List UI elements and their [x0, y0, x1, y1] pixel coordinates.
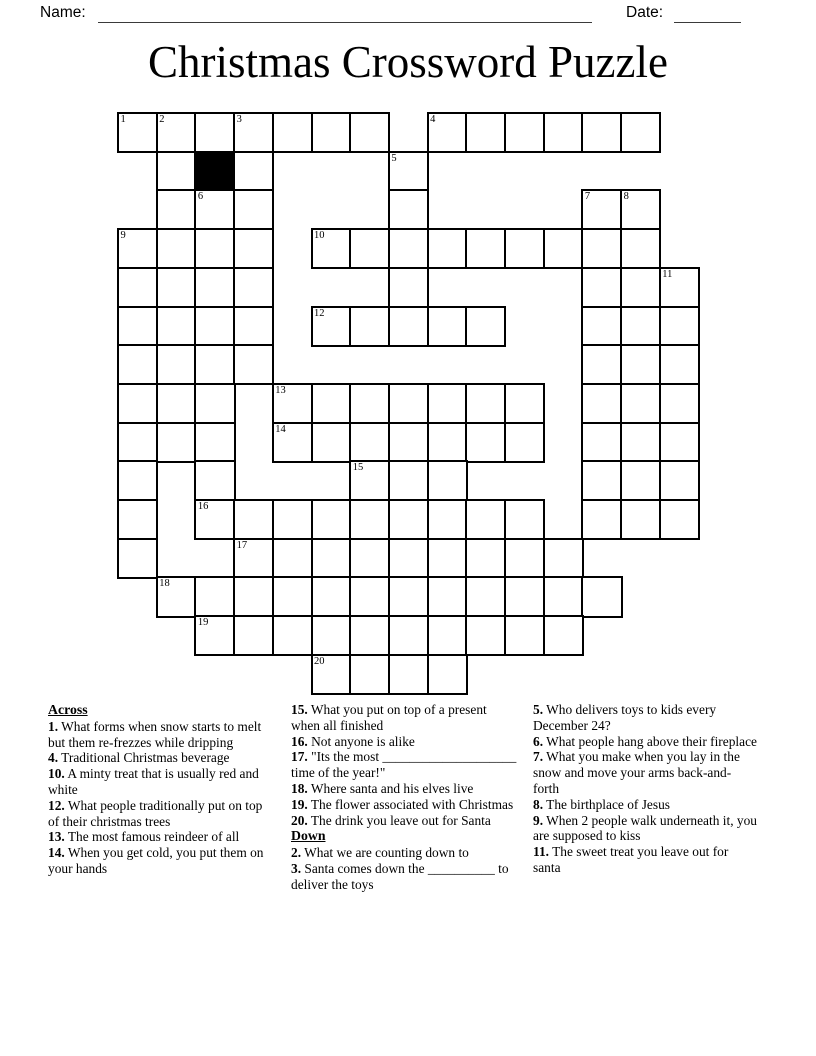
cell-number: 20 — [314, 655, 325, 667]
clue-across-19: 19. The flower associated with Christmas — [291, 796, 514, 812]
grid-cell[interactable] — [581, 228, 622, 269]
grid-cell[interactable] — [388, 189, 429, 230]
grid-cell[interactable] — [156, 151, 197, 192]
grid-cell[interactable] — [272, 422, 313, 463]
grid-cell[interactable] — [659, 422, 700, 463]
grid-cell[interactable] — [349, 306, 390, 347]
grid-cell[interactable] — [543, 538, 584, 579]
cell-number: 4 — [430, 114, 436, 125]
clue-across-12: 12. What people traditionally put on top of their christmas trees — [48, 797, 263, 829]
grid-cell[interactable] — [504, 383, 545, 424]
grid-cell[interactable] — [620, 112, 661, 153]
date-label: Date: — [626, 4, 664, 21]
clue-across-16: 16. Not anyone is alike — [291, 733, 415, 749]
grid-cell[interactable] — [194, 615, 235, 656]
grid-cell[interactable] — [311, 499, 352, 540]
grid-cell[interactable] — [581, 267, 622, 308]
grid-cell[interactable] — [465, 306, 506, 347]
grid-cell[interactable] — [233, 267, 274, 308]
clue-across-17: 17. "Its the most ____________________ time of the year!" — [291, 749, 517, 781]
grid-cell[interactable] — [233, 228, 274, 269]
grid-cell[interactable] — [311, 306, 352, 347]
grid-cell[interactable] — [272, 538, 313, 579]
grid-cell[interactable] — [581, 383, 622, 424]
page-title: Christmas Crossword Puzzle — [148, 37, 668, 87]
grid-cell[interactable] — [156, 306, 197, 347]
grid-cell[interactable] — [156, 267, 197, 308]
clue-across-1: 1. What forms when snow starts to melt but them re-frezzes while dripping — [48, 718, 262, 750]
grid-cell[interactable] — [349, 460, 390, 501]
grid-cell[interactable] — [311, 576, 352, 617]
grid-cell[interactable] — [233, 151, 274, 192]
grid-cell[interactable] — [465, 112, 506, 153]
cell-number: 13 — [275, 384, 286, 396]
grid-cell[interactable] — [581, 499, 622, 540]
grid-cell[interactable] — [194, 576, 235, 617]
cell-number: 9 — [120, 230, 126, 242]
grid-cell[interactable] — [194, 189, 235, 230]
cell-number: 6 — [197, 191, 204, 203]
grid-cell[interactable] — [233, 344, 274, 385]
grid-cell[interactable] — [272, 499, 313, 540]
cell-number: 7 — [584, 191, 591, 203]
grid-cell[interactable] — [311, 422, 352, 463]
grid-cell[interactable] — [465, 576, 506, 617]
grid-cell[interactable] — [272, 383, 313, 424]
grid-cell[interactable] — [465, 615, 506, 656]
grid-cell[interactable] — [117, 383, 158, 424]
grid-cell[interactable] — [465, 499, 506, 540]
grid-cell[interactable] — [194, 306, 235, 347]
grid-cell[interactable] — [427, 460, 468, 501]
grid-cell[interactable] — [543, 228, 584, 269]
grid-cell[interactable] — [156, 112, 197, 153]
grid-cell[interactable] — [349, 228, 390, 269]
cell-number: 1 — [120, 114, 126, 125]
grid-cell[interactable] — [349, 538, 390, 579]
grid-cell[interactable] — [620, 499, 661, 540]
clue-column-middle — [291, 702, 519, 893]
grid-cell[interactable] — [194, 460, 235, 501]
cell-number: 17 — [236, 539, 248, 551]
grid-cell[interactable] — [659, 306, 700, 347]
clue-down-8: 8. The birthplace of Jesus — [533, 796, 670, 812]
name-input-line[interactable] — [98, 2, 592, 23]
grid-cell[interactable] — [543, 615, 584, 656]
grid-cell[interactable] — [427, 615, 468, 656]
grid-cell[interactable] — [543, 576, 584, 617]
grid-cell[interactable] — [620, 383, 661, 424]
grid-cell[interactable] — [581, 306, 622, 347]
grid-cell[interactable] — [194, 112, 235, 153]
clue-across-13: 13. The most famous reindeer of all — [48, 829, 240, 845]
grid-cell[interactable] — [581, 112, 622, 153]
grid-cell[interactable] — [233, 576, 274, 617]
name-label: Name: — [40, 4, 86, 21]
grid-cell[interactable] — [233, 538, 274, 579]
grid-cell[interactable] — [388, 151, 429, 192]
grid-cell[interactable] — [349, 499, 390, 540]
clue-section-header-across: Across — [48, 702, 88, 717]
cell-number: 3 — [236, 114, 242, 125]
grid-cell[interactable] — [465, 422, 506, 463]
grid-cell[interactable] — [349, 422, 390, 463]
grid-cell[interactable] — [156, 422, 197, 463]
grid-cell[interactable] — [156, 383, 197, 424]
clue-section-header-down: Down — [291, 828, 326, 844]
clue-down-3: 3. Santa comes down the __________ to deliver the toys — [291, 860, 509, 892]
grid-cell[interactable] — [388, 306, 429, 347]
grid-cell[interactable] — [194, 267, 235, 308]
grid-cell[interactable] — [388, 460, 429, 501]
grid-cell[interactable] — [233, 499, 274, 540]
grid-cell[interactable] — [581, 460, 622, 501]
grid-cell[interactable] — [504, 538, 545, 579]
grid-cell[interactable] — [349, 112, 390, 153]
grid-cell[interactable] — [427, 422, 468, 463]
grid-cell[interactable] — [233, 112, 274, 153]
clue-column-right — [533, 702, 757, 876]
grid-cell[interactable] — [388, 615, 429, 656]
grid-cell[interactable] — [581, 422, 622, 463]
grid-cell[interactable] — [659, 344, 700, 385]
grid-cell[interactable] — [504, 615, 545, 656]
grid-cell[interactable] — [311, 112, 352, 153]
grid-cell[interactable] — [156, 576, 197, 617]
cell-number: 12 — [314, 307, 325, 319]
grid-cell[interactable] — [388, 422, 429, 463]
grid-cell[interactable] — [117, 344, 158, 385]
grid-cell[interactable] — [117, 306, 158, 347]
grid-cell[interactable] — [504, 112, 545, 153]
clue-across-18: 18. Where santa and his elves live — [291, 780, 474, 796]
grid-cell[interactable] — [117, 538, 158, 579]
grid-cell[interactable] — [311, 228, 352, 269]
crossword-grid — [117, 112, 701, 696]
grid-cell[interactable] — [311, 615, 352, 656]
grid-cell[interactable] — [620, 460, 661, 501]
grid-cell[interactable] — [427, 576, 468, 617]
grid-cell[interactable] — [504, 228, 545, 269]
grid-cell[interactable] — [465, 228, 506, 269]
grid-cell[interactable] — [504, 422, 545, 463]
grid-cell[interactable] — [659, 499, 700, 540]
grid-cell[interactable] — [117, 422, 158, 463]
grid-cell[interactable] — [388, 267, 429, 308]
grid-cell[interactable] — [620, 189, 661, 230]
grid-cell[interactable] — [194, 344, 235, 385]
grid-cell[interactable] — [427, 538, 468, 579]
clue-down-7: 7. What you make when you lay in the snow and move your arms back-and-forth — [533, 749, 740, 796]
grid-cell[interactable] — [543, 112, 584, 153]
grid-cell[interactable] — [504, 576, 545, 617]
grid-cell[interactable] — [388, 654, 429, 695]
grid-cell[interactable] — [117, 460, 158, 501]
clue-column-left — [48, 702, 268, 877]
grid-cell[interactable] — [620, 267, 661, 308]
grid-cell[interactable] — [117, 267, 158, 308]
grid-cell[interactable] — [465, 383, 506, 424]
grid-cell[interactable] — [465, 538, 506, 579]
grid-cell[interactable] — [620, 422, 661, 463]
clue-down-6: 6. What people hang above their fireplace — [533, 733, 757, 749]
cell-number: 14 — [275, 423, 286, 435]
grid-cell[interactable] — [272, 576, 313, 617]
grid-cell[interactable] — [620, 228, 661, 269]
clue-across-20: 20. The drink you leave out for Santa — [291, 812, 491, 828]
cell-number: 18 — [159, 578, 170, 590]
grid-cell[interactable] — [581, 189, 622, 230]
cell-number: 11 — [662, 268, 673, 280]
grid-cell[interactable] — [427, 306, 468, 347]
grid-cell[interactable] — [388, 383, 429, 424]
cell-number: 2 — [159, 114, 165, 125]
grid-cell[interactable] — [427, 654, 468, 695]
grid-cell[interactable] — [504, 499, 545, 540]
grid-cell[interactable] — [388, 228, 429, 269]
cell-number: 10 — [314, 230, 325, 242]
grid-cell[interactable] — [659, 383, 700, 424]
grid-cell[interactable] — [194, 422, 235, 463]
grid-cell[interactable] — [388, 538, 429, 579]
grid-cell[interactable] — [233, 189, 274, 230]
grid-cell[interactable] — [272, 112, 313, 153]
grid-cell[interactable] — [427, 499, 468, 540]
grid-cell[interactable] — [388, 499, 429, 540]
grid-cell[interactable] — [427, 112, 468, 153]
grid-cell[interactable] — [349, 615, 390, 656]
clue-down-5: 5. Who delivers toys to kids every December 24? — [533, 702, 717, 733]
grid-cell[interactable] — [272, 615, 313, 656]
clue-down-2: 2. What we are counting down to — [291, 845, 469, 861]
clue-across-15: 15. What you put on top of a present when all finished — [291, 702, 487, 733]
date-input-line[interactable] — [674, 2, 741, 23]
grid-cell[interactable] — [349, 576, 390, 617]
clue-across-10: 10. A minty treat that is usually red and white — [48, 766, 259, 797]
grid-cell[interactable] — [311, 383, 352, 424]
grid-cell[interactable] — [581, 576, 622, 617]
clue-across-14: 14. When you get cold, you put them on your hands — [48, 845, 264, 876]
grid-cell[interactable] — [117, 112, 158, 153]
cell-number: 8 — [623, 191, 629, 203]
grid-cell[interactable] — [427, 383, 468, 424]
grid-cell[interactable] — [156, 189, 197, 230]
grid-cell[interactable] — [620, 306, 661, 347]
grid-cell[interactable] — [659, 460, 700, 501]
grid-cell[interactable] — [156, 228, 197, 269]
grid-cell[interactable] — [194, 228, 235, 269]
grid-cell[interactable] — [349, 383, 390, 424]
cell-number: 15 — [352, 462, 364, 474]
grid-cell[interactable] — [427, 228, 468, 269]
clue-across-4: 4. Traditional Christmas beverage — [48, 750, 230, 766]
grid-cell[interactable] — [117, 499, 158, 540]
grid-cell[interactable] — [620, 344, 661, 385]
grid-cell[interactable] — [311, 654, 352, 695]
grid-cell[interactable] — [156, 344, 197, 385]
cell-number: 19 — [197, 617, 209, 629]
clue-down-11: 11. The sweet treat you leave out for santa — [533, 844, 729, 875]
grid-cell-black — [194, 151, 235, 192]
grid-cell[interactable] — [233, 615, 274, 656]
grid-cell[interactable] — [388, 576, 429, 617]
grid-cell[interactable] — [194, 499, 235, 540]
clue-down-9: 9. When 2 people walk underneath it, you are supposed to kiss — [533, 812, 757, 844]
grid-cell[interactable] — [311, 538, 352, 579]
cell-number: 5 — [391, 152, 397, 164]
grid-cell[interactable] — [117, 228, 158, 269]
grid-cell[interactable] — [659, 267, 700, 308]
grid-cell[interactable] — [581, 344, 622, 385]
cell-number: 16 — [197, 501, 209, 512]
grid-cell[interactable] — [349, 654, 390, 695]
grid-cell[interactable] — [233, 306, 274, 347]
grid-cell[interactable] — [194, 383, 235, 424]
